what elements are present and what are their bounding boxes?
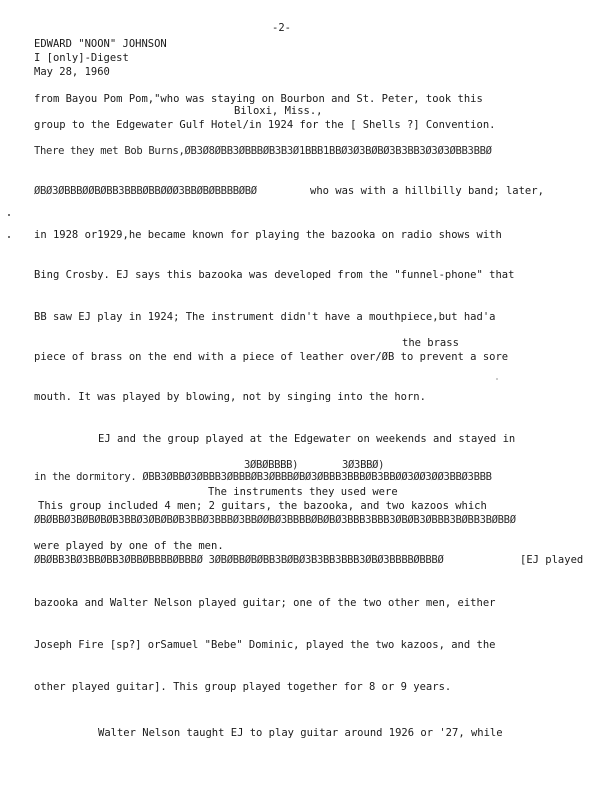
text-line-16: Joseph Fire [sp?] orSamuel "Bebe" Dominic, played the two kazoos, and the	[34, 639, 496, 651]
header-name: EDWARD "NOON" JOHNSON	[34, 38, 167, 50]
text-line-15: bazooka and Walter Nelson played guitar; one of the two other men, either	[34, 597, 496, 609]
text-line-4-strikeout: ØBØ3ØBBBØØBØBB3BBBØBBØØØ3BBØBØBBBBØBØ	[34, 185, 257, 197]
header-date: May 28, 1960	[34, 66, 110, 78]
text-insert-brass: the brass	[402, 337, 459, 349]
text-line-10: EJ and the group played at the Edgewater on weekends and stayed in	[98, 433, 516, 445]
text-line-14-strikeout: ØBØBB3BØ3BBØBB3ØBBØBBBBØBBBØ 3ØBØBBØBØBB3BØBØ3B3BB3BBB3ØBØ3BBBBØBBBØ	[34, 554, 444, 566]
text-insert-instruments: The instruments they used were	[208, 486, 398, 498]
text-line-12: This group included 4 men; 2 guitars, the bazooka, and two kazoos which	[38, 500, 487, 512]
text-line-5: in 1928 or1929,he became known for playing the bazooka on radio shows with	[34, 229, 502, 241]
scan-speck	[8, 214, 10, 216]
text-insert-11a: 3ØBØBBBB)	[244, 459, 299, 471]
text-line-11: in the dormitory. ØBB3ØBBØ3ØBBB3ØBBBØB3ØBBBØBØ3ØBBB3BBBØB3BBØØ3ØØ3ØØ3BBØ3BBB	[34, 471, 492, 483]
text-line-18: Walter Nelson taught EJ to play guitar around 1926 or '27, while	[98, 727, 503, 739]
text-line-7: BB saw EJ play in 1924; The instrument didn't have a mouthpiece,but had'a	[34, 311, 496, 323]
scan-speck	[8, 236, 10, 238]
text-line-8: piece of brass on the end with a piece of leather over/ØB to prevent a sore	[34, 351, 509, 363]
header-reel: I [only]-Digest	[34, 52, 129, 64]
text-line-4: who was with a hillbilly band; later,	[310, 185, 544, 197]
scan-speck	[496, 378, 498, 380]
text-line-3: There they met Bob Burns,ØB3Ø8ØBB3ØBBBØB3B3Ø1BBB1BBØ3Ø3BØBØ3B3BB3Ø3Ø3ØBB3BBØ	[34, 145, 492, 157]
text-line-12-strikeout: ØBØBBØ3BØBØBØB3BBØ3ØBØBØB3BBØ3BBBØ3BBØØBØ3BBBBØBØBØ3BBB3BBB3ØBØB3ØBBB3BØBB3BØBBØ	[34, 514, 516, 526]
text-line-6: Bing Crosby. EJ says this bazooka was developed from the "funnel-phone" that	[34, 269, 515, 281]
page-number: -2-	[272, 22, 291, 34]
text-line-14: [EJ played	[520, 554, 584, 566]
text-insert-biloxi: Biloxi, Miss.,	[234, 105, 323, 117]
text-insert-11b: 3Ø3BBØ)	[342, 459, 385, 471]
text-line-13: were played by one of the men.	[34, 540, 224, 552]
text-line-2: group to the Edgewater Gulf Hotel/in 1924 for the [ Shells ?] Convention.	[34, 119, 496, 131]
text-line-1: from Bayou Pom Pom,"who was staying on Bourbon and St. Peter, took this	[34, 93, 483, 105]
text-line-17: other played guitar]. This group played together for 8 or 9 years.	[34, 681, 452, 693]
text-line-9: mouth. It was played by blowing, not by singing into the horn.	[34, 391, 426, 403]
